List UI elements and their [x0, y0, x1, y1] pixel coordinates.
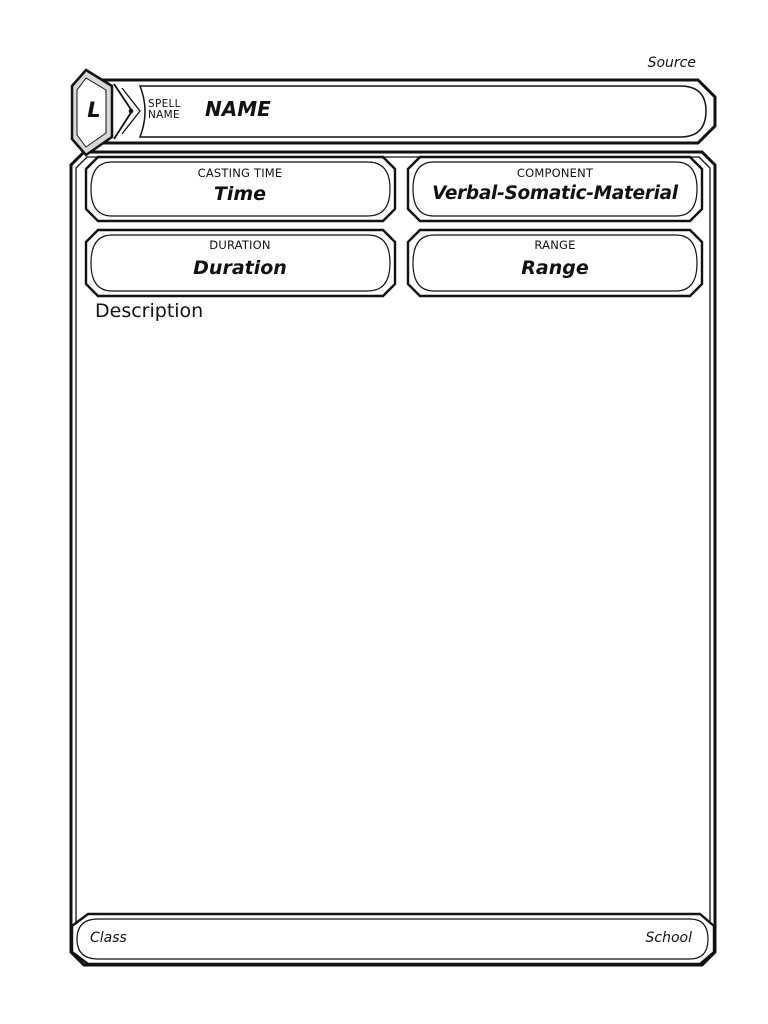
spell-name-caption [148, 99, 181, 121]
source-label: Source [647, 55, 696, 71]
description-field[interactable]: Description [95, 300, 204, 322]
spell-level-letter[interactable]: L [87, 98, 101, 122]
component-field[interactable]: Verbal-Somatic-Material [432, 183, 678, 204]
casting-time-field[interactable]: Time [213, 183, 267, 205]
title-bar-dot [129, 109, 134, 114]
title-bar-outer [96, 80, 715, 143]
spell-name-field[interactable]: NAME [205, 97, 271, 121]
range-label: RANGE [534, 238, 576, 252]
class-field[interactable]: Class [90, 930, 127, 946]
component-label: COMPONENT [516, 166, 594, 180]
spell-name-caption-line2: NAME [148, 109, 180, 121]
casting-time-label: CASTING TIME [197, 166, 283, 180]
duration-label: DURATION [209, 238, 271, 252]
spell-name-caption-line1: SPELL [148, 98, 181, 110]
range-field[interactable]: Range [521, 257, 589, 279]
duration-field[interactable]: Duration [193, 257, 287, 279]
school-field[interactable]: School [645, 930, 692, 946]
